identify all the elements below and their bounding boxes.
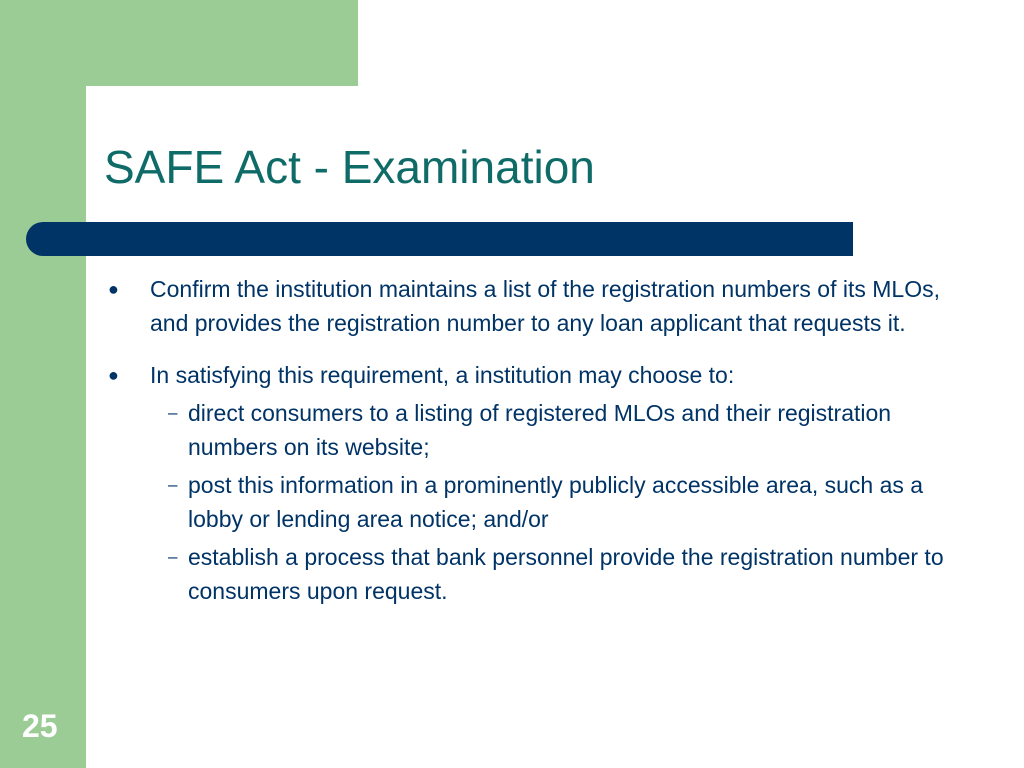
slide-body [104, 272, 964, 612]
bullet-dot-icon: ● [108, 365, 119, 385]
sub-bullet-text: direct consumers to a listing of registered MLOs and their registration numbers on its website; [188, 400, 892, 460]
bullet-text: In satisfying this requirement, a institution may choose to: [150, 362, 735, 388]
dash-icon: – [168, 547, 178, 566]
title-underline-bar [26, 222, 853, 256]
bullet-item [104, 272, 964, 340]
bullet-text: Confirm the institution maintains a list of the registration numbers of its MLOs, and provides the registration number to any loan applicant that requests it. [150, 276, 940, 336]
sub-bullet-text: establish a process that bank personnel provide the registration number to consumers upon request. [188, 544, 944, 604]
bullet-item [104, 358, 964, 392]
sub-bullet-item [104, 468, 964, 536]
sub-bullet-item [104, 540, 964, 608]
sub-bullet-item [104, 396, 964, 464]
dash-icon: – [168, 475, 178, 494]
page-number: 25 [22, 708, 58, 744]
dash-icon: – [168, 403, 178, 422]
bullet-dot-icon: ● [108, 279, 119, 299]
green-sidebar [0, 0, 86, 768]
slide-title: SAFE Act - Examination [104, 141, 595, 193]
sub-bullet-text: post this information in a prominently publicly accessible area, such as a lobby or lending area notice; and/or [188, 472, 924, 532]
